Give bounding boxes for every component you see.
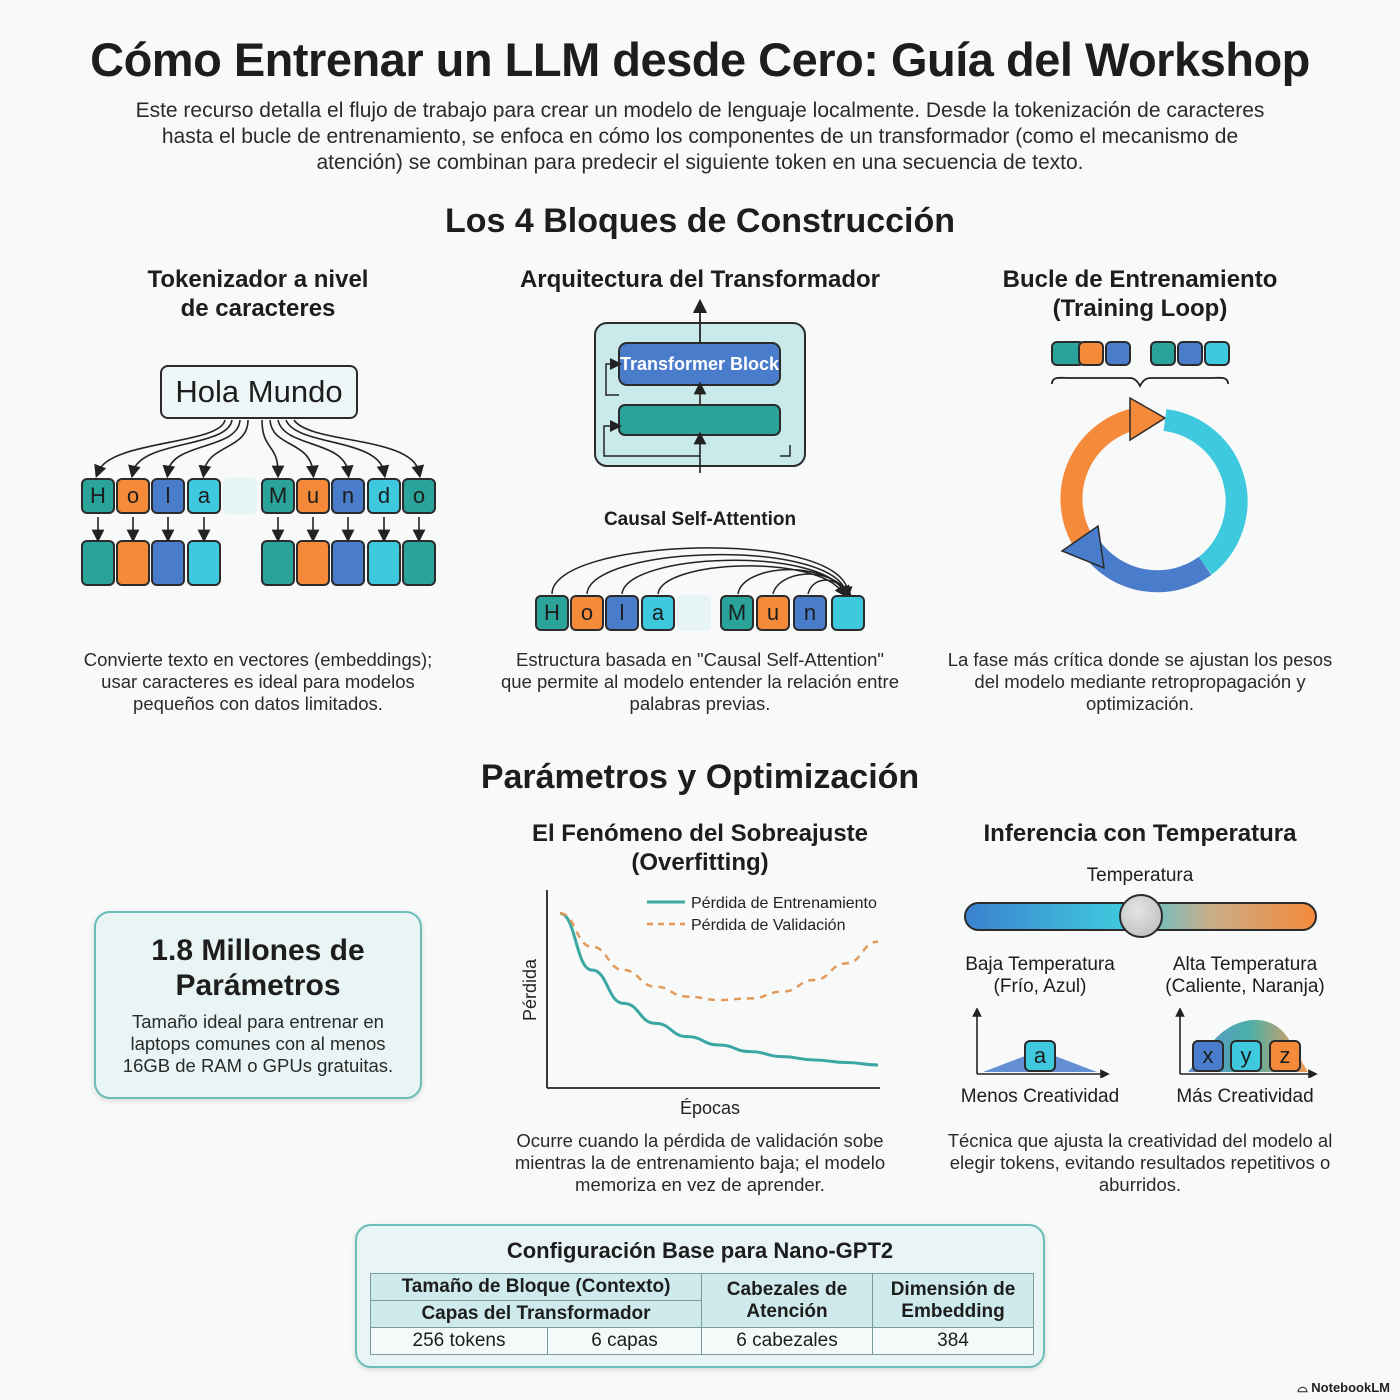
value-layers: 6 capas: [547, 1327, 702, 1355]
high-temp-token-x: x: [1192, 1040, 1224, 1072]
intro-paragraph: Este recurso detalla el flujo de trabajo para crear un modelo de lenguaje localmente. Desde la tokenización de caracteres hasta el bucle de entrenamiento, se enfoca en cómo los componentes de un transformador (como el mecanismo de atención) se combinan para predecir el siguiente token en una secuencia de texto.: [135, 99, 1265, 174]
transformer-block-diagram: [590, 298, 812, 473]
tokenizer-description: Convierte texto en vectores (embeddings); usar caracteres es ideal para modelos pequeños con datos limitados.: [83, 649, 433, 714]
header-block-size: Tamaño de Bloque (Contexto): [370, 1273, 702, 1301]
overfitting-heading: El Fenómeno del Sobreajuste (Overfitting): [531, 820, 869, 876]
transformer-block-label: Transformer Block: [619, 354, 780, 374]
config-title: Configuración Base para Nano-GPT2: [506, 1238, 894, 1263]
legend-train-label: Pérdida de Entrenamiento: [691, 895, 877, 912]
char-token-h: H: [81, 478, 115, 514]
loss-chart: [510, 880, 900, 1130]
section-title-parameters: Parámetros y Optimización: [480, 758, 920, 796]
embedding-vector: [151, 540, 185, 586]
header-embedding: Dimensión de Embedding: [872, 1273, 1034, 1328]
parameters-card: [94, 911, 422, 1099]
attention-token: l: [605, 595, 639, 631]
temperature-slider-label: Temperatura: [1086, 865, 1194, 886]
attention-token: M: [720, 595, 754, 631]
char-token-u: u: [296, 478, 330, 514]
brand-logo: ⌓ NotebookLM: [1297, 1380, 1390, 1395]
value-embedding: 384: [872, 1327, 1034, 1355]
page-title: Cómo Entrenar un LLM desde Cero: Guía del Workshop: [90, 33, 1310, 86]
attention-target-token: [831, 595, 865, 631]
low-temp-token: a: [1024, 1040, 1056, 1072]
attention-token: u: [756, 595, 790, 631]
training-loss-line: [560, 913, 878, 1065]
char-token-n: n: [331, 478, 365, 514]
char-token-l: l: [151, 478, 185, 514]
batch-token: [1150, 341, 1176, 366]
parameters-description: Tamaño ideal para entrenar en laptops comunes con al menos 16GB de RAM o GPUs gratuitas.: [122, 1011, 394, 1076]
attention-label: Causal Self-Attention: [603, 509, 797, 530]
attention-arcs: [530, 528, 870, 598]
embedding-vector: [367, 540, 401, 586]
char-token-a: a: [187, 478, 221, 514]
embedding-vector: [261, 540, 295, 586]
training-description: La fase más crítica donde se ajustan los pesos del modelo mediante retropropagación y optimización.: [947, 649, 1333, 714]
parameters-title: 1.8 Millones de Parámetros: [151, 934, 365, 1002]
embedding-vector: [402, 540, 436, 586]
attention-token: o: [570, 595, 604, 631]
x-axis-label: Épocas: [679, 1098, 741, 1118]
transformer-description: Estructura basada en "Causal Self-Attention" que permite al modelo entender la relación entre palabras previas.: [501, 649, 899, 714]
legend-val-label: Pérdida de Validación: [691, 917, 846, 934]
embedding-vector: [81, 540, 115, 586]
high-temperature-label: Alta Temperatura (Caliente, Naranja): [1165, 954, 1325, 997]
embedding-vector: [116, 540, 150, 586]
batch-token: [1204, 341, 1230, 366]
high-temp-token-y: y: [1230, 1040, 1262, 1072]
space-token: [223, 478, 257, 514]
embedding-vector: [296, 540, 330, 586]
attention-token: a: [641, 595, 675, 631]
y-axis-label: Pérdida: [520, 958, 540, 1022]
char-token-d: d: [367, 478, 401, 514]
section-title-building-blocks: Los 4 Bloques de Construcción: [444, 202, 956, 240]
tokenizer-heading: Tokenizador a nivel de caracteres: [147, 266, 369, 322]
char-token-m: M: [261, 478, 295, 514]
char-token-o2: o: [402, 478, 436, 514]
config-card: [355, 1224, 1045, 1368]
value-block-size: 256 tokens: [370, 1327, 548, 1355]
char-token-o: o: [116, 478, 150, 514]
notebooklm-icon: ⌓: [1297, 1380, 1312, 1395]
embedding-vector: [331, 540, 365, 586]
value-heads: 6 cabezales: [701, 1327, 873, 1355]
embedding-vector: [187, 540, 221, 586]
input-text-box: Hola Mundo: [160, 365, 358, 419]
transformer-heading: Arquitectura del Transformador: [519, 266, 881, 293]
low-temperature-label: Baja Temperatura (Frío, Azul): [965, 954, 1115, 997]
training-loop-diagram: [1030, 366, 1250, 606]
space-token: [677, 595, 711, 631]
temperature-heading: Inferencia con Temperatura: [983, 820, 1297, 847]
header-heads: Cabezales de Atención: [701, 1273, 873, 1328]
training-heading: Bucle de Entrenamiento (Training Loop): [1002, 266, 1278, 322]
batch-token: [1177, 341, 1203, 366]
attention-token: n: [793, 595, 827, 631]
batch-token: [1105, 341, 1131, 366]
header-layers: Capas del Transformador: [370, 1300, 702, 1328]
high-creativity-caption: Más Creatividad: [1176, 1086, 1314, 1107]
overfitting-description: Ocurre cuando la pérdida de validación sobe mientras la de entrenamiento baja; el modelo memoriza en vez de aprender.: [514, 1130, 886, 1195]
temperature-description: Técnica que ajusta la creatividad del modelo al elegir tokens, evitando resultados repetitivos o aburridos.: [947, 1130, 1333, 1195]
high-temp-token-z: z: [1269, 1040, 1301, 1072]
batch-token: [1078, 341, 1104, 366]
attention-token: H: [535, 595, 569, 631]
temperature-slider-thumb[interactable]: [1119, 894, 1163, 938]
low-creativity-caption: Menos Creatividad: [960, 1086, 1120, 1107]
